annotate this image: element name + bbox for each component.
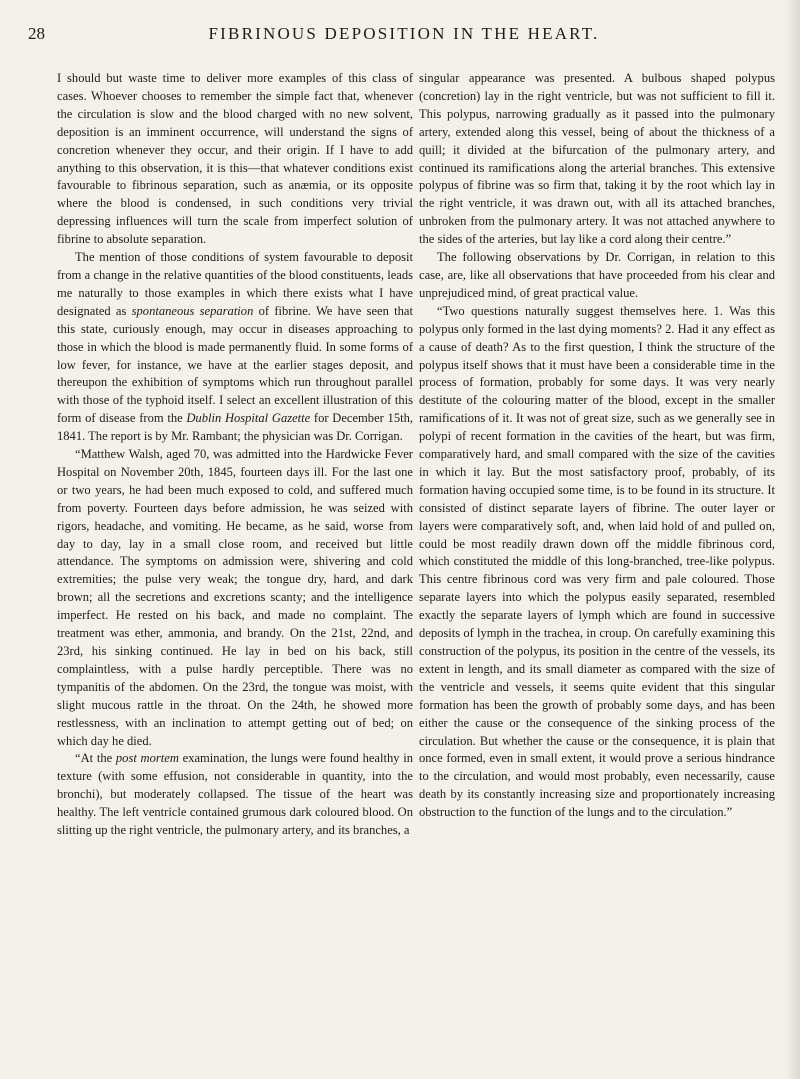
journal-title: Dublin Hospital Gazette [186, 411, 311, 426]
paragraph: I should but waste time to deliver more examples of this class of cases. Whoever chooses to remember the simple fact that, whenever the circulation is slow and the blood charged with no new solvent, deposition is an imminent occurrence, will understand the signs of concretion whenever they occur, and their origin. If I have to add anything to this observation, it is this—that whatever conditions exist favourable to fibrinous separation, such as anæmia, or its opposite where the blood is condensed, in such conditions very trivial depressing influences will turn the scale from imperfect solution of fibrine to absolute separation. [57, 71, 413, 247]
left-column [57, 70, 413, 840]
paragraph: The following observations by Dr. Corrigan, in relation to this case, are, like all observations that have proceeded from his clear and unprejudiced mind, of great practical value. [419, 250, 775, 300]
quoted-case-report: “At the post mortem examination, the lungs were found healthy in texture (with some effusion, not considerable in quantity, into the bronchi), but moderately collapsed. The tissue of the heart was healthy. The left ventricle contained grumous dark coloured blood. On slitting up the right ventricle, the pulmonary artery, and its branches, a [57, 751, 414, 838]
paragraph: The mention of those conditions of system favourable to deposit from a change in the relative quantities of the blood constituents, leads me naturally to those examples in which there exists what I have designated as spontaneous separation of fibrine. We have seen that this state, curiously enough, may occur in diseases approaching to those in which the blood is made permanently fluid. In some forms of low fever, for instance, we have at the earlier stages deposit, and thereupon the exhibition of symptoms which run throughout parallel with those of the typhoid itself. I select an excellent illustration of this form of disease from the Dublin Hospital Gazette for December 15th, 1841. The report is by Mr. Rambant; the physician was Dr. Corrigan. [57, 250, 413, 444]
paragraph-continued: singular appearance was presented. A bulbous shaped polypus (concretion) lay in the right ventricle, but was not sufficient to fill it. This polypus, narrowing gradually as it passed into the pulmonary artery, extended along this vessel, being of about the thickness of a quill; it divided at the bifurcation of the pulmonary artery, and continued its ramifications along the arterial branches. This extensive polypus of fibrine was so firm that, taking it by the root which lay in the right ventricle, it was drawn out, with all its attached branches, unbroken from the pulmonary artery. It was not attached anywhere to the sides of the arteries, but lay like a cord along their centre.” [419, 71, 775, 247]
running-head: FIBRINOUS DEPOSITION IN THE HEART. [208, 24, 600, 43]
page-number: 28 [28, 24, 45, 43]
emphasis: post mortem [115, 751, 179, 766]
page-edge-shadow [786, 0, 800, 1079]
right-column [419, 70, 775, 822]
page-header [28, 24, 780, 50]
quoted-case-report: “Matthew Walsh, aged 70, was admitted into the Hardwicke Fever Hospital on November 20th, 1845, fourteen days ill. For the last one or two years, he had been much exposed to cold, and suffered much from poverty. Fourteen days before admission, he was seized with rigors, headache, and vomiting. He became, as he said, worse from day to day, lay in a small close room, and received but little attendance. The symptoms on admission were, shivering and cold extremities; the pulse very weak; the tongue dry, hard, and dark brown; all the secretions and excretions scanty; and the intelligence imperfect. He rested on his back, and made no complaint. The treatment was ether, ammonia, and brandy. On the 21st, 22nd, and 23rd, his sinking continued. He lay in bed on his back, still complaintless, with a pulse hardly perceptible. There was no tympanitis of the abdomen. On the 23rd, the tongue was moist, with slight mucous rattle in the throat. On the 24th, he showed more restlessness, with an inclination to attempt getting out of bed; on which day he died. [57, 447, 413, 748]
emphasis: spontaneous separation [131, 303, 254, 318]
quoted-observations: “Two questions naturally suggest themselves here. 1. Was this polypus only formed in the last dying moments? 2. Had it any effect as a cause of death? As to the first question, I think the structure of the polypus itself shows that it must have been a considerable time in the process of formation, probably for some days. It was very nearly destitute of the colouring matter of the blood, except in the smaller ramifications of it. It was not of great size, such as we generally see in polypi of recent formation in the cavities of the heart, but was firm, comparatively hard, and small compared with the size of the cavities in which it lay. But the most satisfactory proof, probably, of its formation having occupied some time, is to be found in its structure. It consisted of distinct separate layers of fibrine. The outer layer or layers were comparatively soft, and, when laid hold of and pulled on, could be most readily drawn down off the middle fibrinous cord, which constituted the middle of this long-branched, tree-like polypus. This centre fibrinous cord was very firm and pale coloured. Those separate layers into which the polypus easily separated, resembled exactly the separate layers of lymph which are found in successive deposits of lymph in the trachea, in croup. On carefully examining this construction of the polypus, its position in the centre of the vessels, its extent in length, and its small diameter as compared with the size of the ventricle and vessels, it seems quite evident that this singular formation has been the growth of probably some days, and has been either the cause or the consequence of the sinking process of the circulation. But whether the cause or the consequence, it is plain that once formed, even in small extent, it would prove a serious hindrance to the circulation, and would most probably, even necessarily, cause death by its constantly increasing size and proportionately increasing obstruction to the function of the lungs and to the circulation.” [419, 303, 775, 820]
